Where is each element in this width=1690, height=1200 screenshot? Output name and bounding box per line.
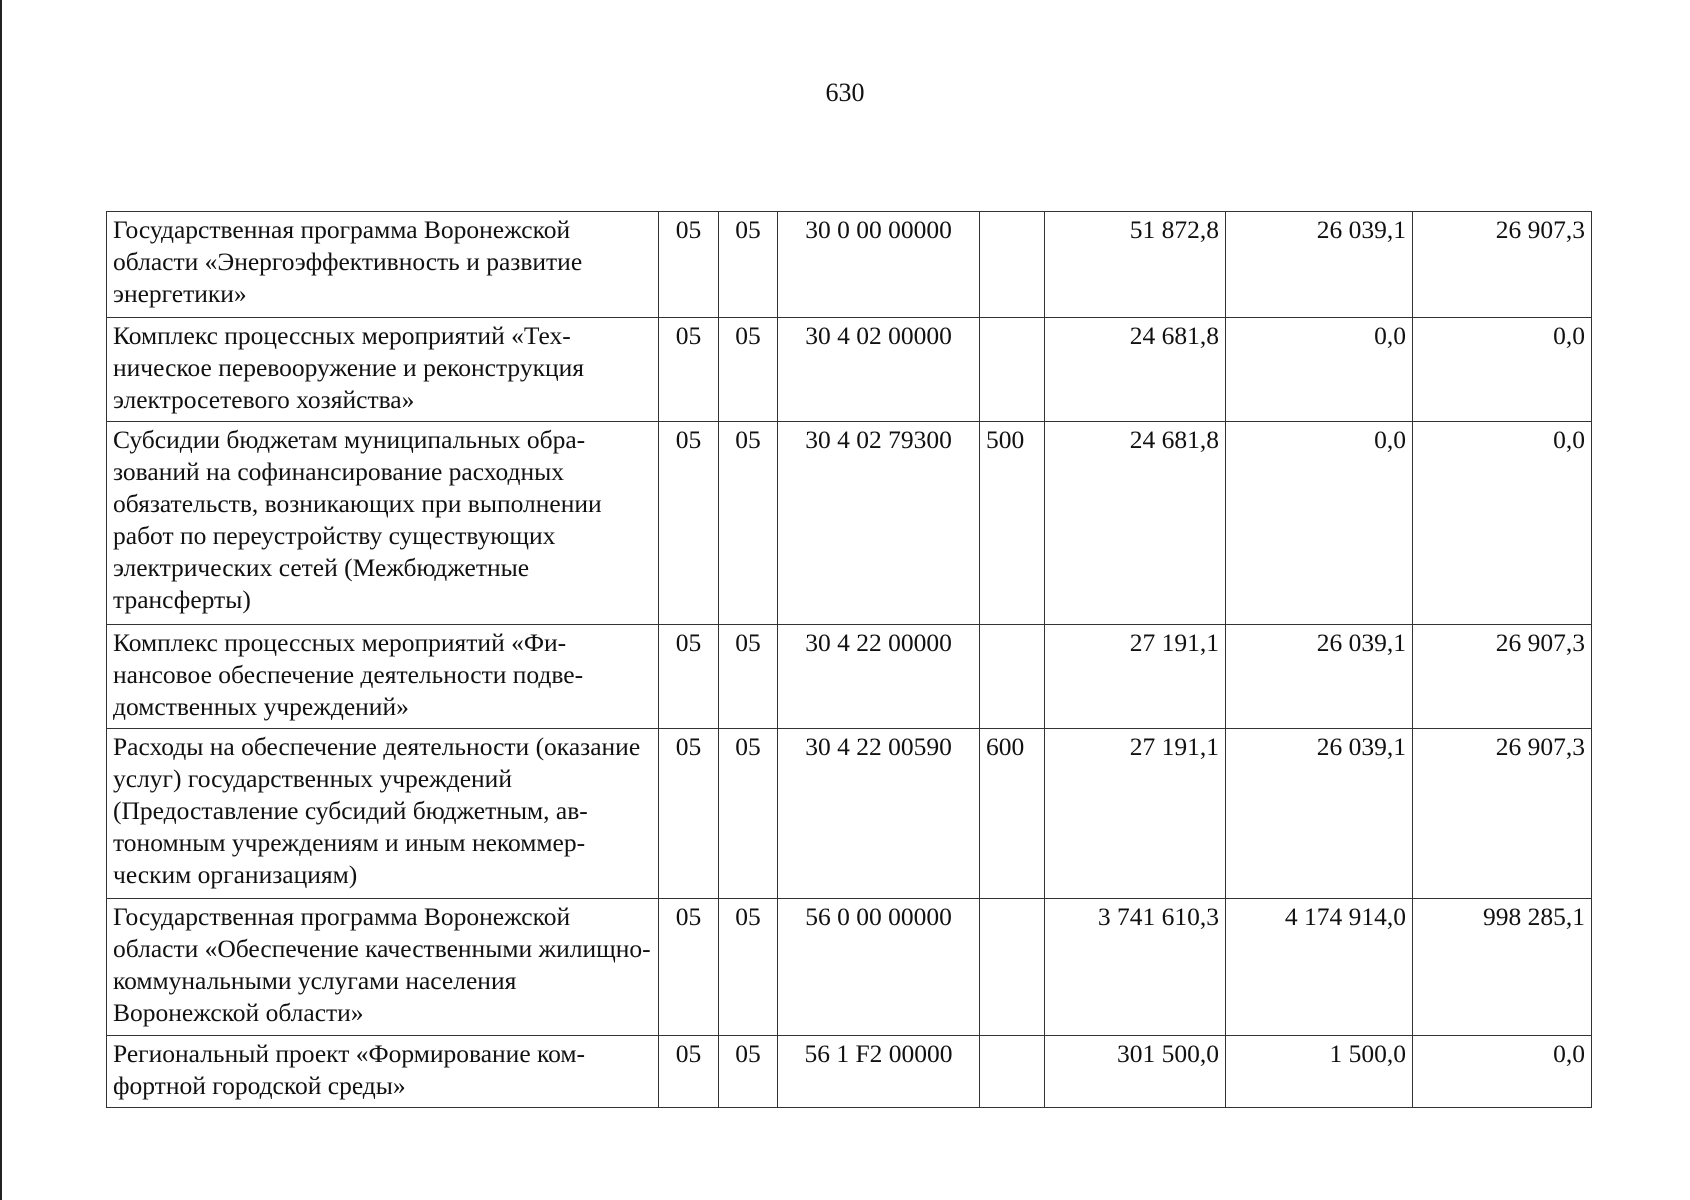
- row-amount-year-2: 26 039,1: [1226, 625, 1413, 729]
- row-section-code: 05: [659, 1036, 719, 1108]
- row-subsection-code: 05: [719, 212, 778, 318]
- row-amount-year-3: 998 285,1: [1413, 899, 1592, 1036]
- row-subsection-code: 05: [719, 422, 778, 625]
- row-name: Расходы на обеспечение деятельности (оказание услуг) государственных учреждений (Предоставление субсидий бюджетным, автономным учреждениям и иным некоммерческим организациям): [107, 729, 659, 899]
- row-expense-type: [980, 212, 1045, 318]
- row-amount-year-3: 0,0: [1413, 1036, 1592, 1108]
- table-row: [107, 729, 1592, 899]
- row-target-article: 30 4 22 00000: [778, 625, 980, 729]
- row-subsection-code: 05: [719, 729, 778, 899]
- row-amount-year-2: 1 500,0: [1226, 1036, 1413, 1108]
- row-amount-year-1: 24 681,8: [1045, 422, 1226, 625]
- row-amount-year-2: 4 174 914,0: [1226, 899, 1413, 1036]
- budget-table: [106, 211, 1592, 1108]
- row-section-code: 05: [659, 422, 719, 625]
- row-amount-year-3: 26 907,3: [1413, 625, 1592, 729]
- row-name: Государственная программа Воронежской области «Обеспечение качественными жилищно-коммунальными услугами населения Воронежской области»: [107, 899, 659, 1036]
- row-subsection-code: 05: [719, 899, 778, 1036]
- table-row: [107, 318, 1592, 422]
- row-amount-year-2: 0,0: [1226, 318, 1413, 422]
- row-amount-year-1: 3 741 610,3: [1045, 899, 1226, 1036]
- row-section-code: 05: [659, 625, 719, 729]
- row-amount-year-2: 26 039,1: [1226, 212, 1413, 318]
- table-row: [107, 422, 1592, 625]
- row-expense-type: 500: [980, 422, 1045, 625]
- row-expense-type: [980, 1036, 1045, 1108]
- row-target-article: 30 4 02 79300: [778, 422, 980, 625]
- row-name: Региональный проект «Формирование комфортной городской среды»: [107, 1036, 659, 1108]
- row-amount-year-3: 0,0: [1413, 318, 1592, 422]
- row-section-code: 05: [659, 212, 719, 318]
- row-amount-year-1: 51 872,8: [1045, 212, 1226, 318]
- row-amount-year-3: 26 907,3: [1413, 729, 1592, 899]
- row-target-article: 30 4 22 00590: [778, 729, 980, 899]
- row-name: Комплекс процессных мероприятий «Финансовое обеспечение деятельности подведомственных учреждений»: [107, 625, 659, 729]
- row-target-article: 30 0 00 00000: [778, 212, 980, 318]
- scan-left-edge: [0, 0, 2, 1200]
- row-name: Субсидии бюджетам муниципальных образований на софинансирование расходных обязательств, возникающих при выполнении работ по переустройству существующих электрических сетей (Межбюджетные трансферты): [107, 422, 659, 625]
- table-row: [107, 899, 1592, 1036]
- row-expense-type: 600: [980, 729, 1045, 899]
- row-name: Комплекс процессных мероприятий «Техническое перевооружение и реконструкция электросетевого хозяйства»: [107, 318, 659, 422]
- row-amount-year-1: 27 191,1: [1045, 729, 1226, 899]
- row-target-article: 56 0 00 00000: [778, 899, 980, 1036]
- row-amount-year-1: 24 681,8: [1045, 318, 1226, 422]
- table-row: [107, 212, 1592, 318]
- page-number: 630: [825, 78, 865, 107]
- row-amount-year-2: 0,0: [1226, 422, 1413, 625]
- row-amount-year-3: 0,0: [1413, 422, 1592, 625]
- row-section-code: 05: [659, 899, 719, 1036]
- row-subsection-code: 05: [719, 1036, 778, 1108]
- row-subsection-code: 05: [719, 625, 778, 729]
- row-subsection-code: 05: [719, 318, 778, 422]
- row-name: Государственная программа Воронежской области «Энергоэффективность и развитие энергетики»: [107, 212, 659, 318]
- row-target-article: 30 4 02 00000: [778, 318, 980, 422]
- row-section-code: 05: [659, 729, 719, 899]
- row-amount-year-3: 26 907,3: [1413, 212, 1592, 318]
- row-expense-type: [980, 625, 1045, 729]
- table-row: [107, 625, 1592, 729]
- row-expense-type: [980, 318, 1045, 422]
- row-amount-year-2: 26 039,1: [1226, 729, 1413, 899]
- row-section-code: 05: [659, 318, 719, 422]
- row-target-article: 56 1 F2 00000: [778, 1036, 980, 1108]
- row-amount-year-1: 301 500,0: [1045, 1036, 1226, 1108]
- row-expense-type: [980, 899, 1045, 1036]
- row-amount-year-1: 27 191,1: [1045, 625, 1226, 729]
- table-row: [107, 1036, 1592, 1108]
